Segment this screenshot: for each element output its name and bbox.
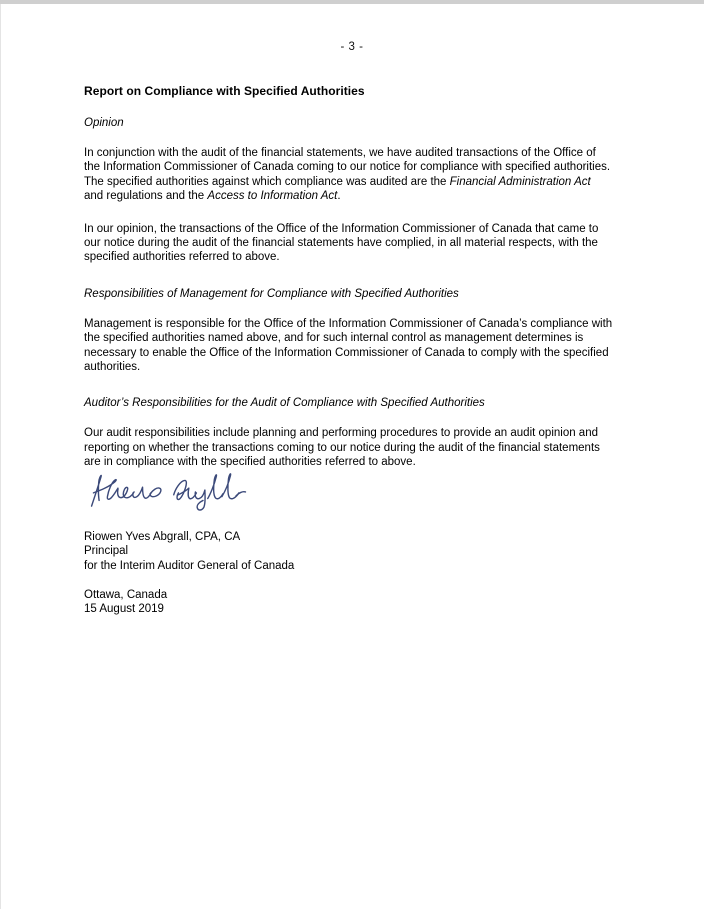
paragraph <box>84 317 613 375</box>
report-body <box>84 84 613 470</box>
page-title: Report on Compliance with Specified Authorities <box>84 84 365 98</box>
text-run: In our opinion, the transactions of the Office of the Information Commissioner of Canada that came to our notice during the audit of the financial statements have complied, in all material respects, with the specified authorities referred to above. <box>84 222 599 264</box>
section-heading: Auditor’s Responsibilities for the Audit of Compliance with Specified Authorities <box>84 397 485 410</box>
signature-area <box>84 468 444 514</box>
signing-location: Ottawa, Canada <box>84 589 168 601</box>
report-sections <box>84 116 613 470</box>
paragraph <box>84 146 613 204</box>
paragraph <box>84 222 613 265</box>
text-run: and regulations and the <box>84 190 208 203</box>
legislation-title: Access to Information Act <box>207 190 338 203</box>
text-run: Management is responsible for the Office of the Information Commissioner of Canada’s compliance with the specified authorities named above, and for such internal control as management determines is necessary to enable the Office of the Information Commissioner of Canada to comply with the specified authorities. <box>84 317 613 374</box>
signing-date: 15 August 2019 <box>84 603 164 616</box>
text-run: Our audit responsibilities include planning and performing procedures to provide an audit opinion and reporting on whether the transactions coming to our notice during the audit of the financial statements are in compliance with the specified authorities referred to above. <box>84 427 600 469</box>
text-run: . <box>337 190 341 203</box>
signer-role: Principal <box>84 545 129 558</box>
text-run: In conjunction with the audit of the financial statements, we have audited transactions of the Office of the Information Commissioner of Canada coming to our notice for compliance with specified authorities. The specified authorities against which compliance was audited are the <box>84 147 611 188</box>
section-heading: Opinion <box>84 117 124 129</box>
signer-on-behalf-of: for the Interim Auditor General of Canada <box>84 559 295 572</box>
section-heading: Responsibilities of Management for Compliance with Specified Authorities <box>84 287 459 300</box>
page-number: - 3 - <box>340 41 364 53</box>
signer-block <box>84 530 484 573</box>
legislation-title: Financial Administration Act <box>449 175 591 188</box>
handwritten-signature-icon <box>84 468 254 514</box>
place-date-block <box>84 588 484 617</box>
paragraph <box>84 426 613 469</box>
signer-name: Riowen Yves Abgrall, CPA, CA <box>84 531 241 543</box>
